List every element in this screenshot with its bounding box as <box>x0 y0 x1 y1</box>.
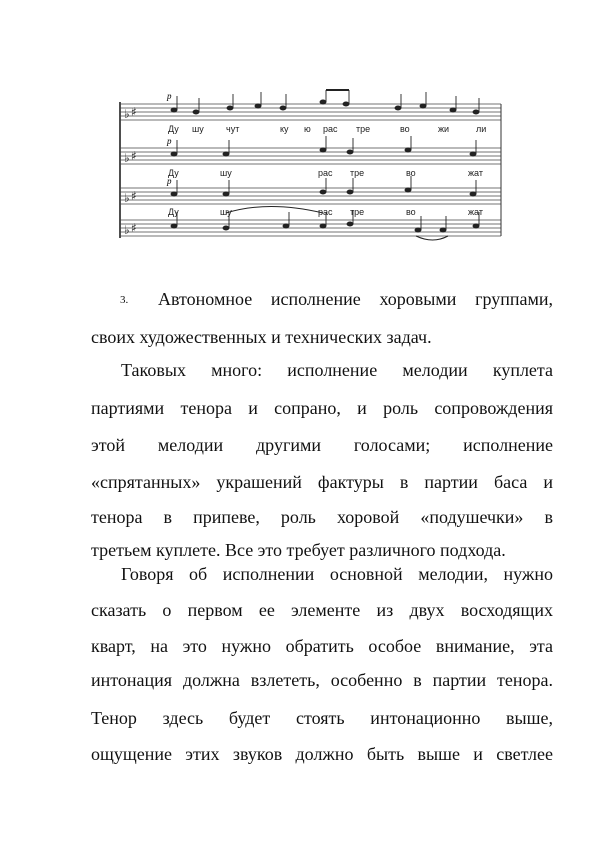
dynamic-mark-2: p <box>167 136 172 146</box>
text-line: кварт, на это нужно обратить особое внимание, эта <box>91 636 553 656</box>
lyric: тре <box>350 168 365 178</box>
text-line: интонация должна взлететь, особенно в партии тенора. <box>91 670 553 690</box>
text-line: тенора в припеве, роль хоровой «подушечки» в <box>91 507 553 527</box>
lyric: рас <box>318 168 333 178</box>
dynamic-mark-3: p <box>167 176 172 186</box>
lyric: рас <box>318 207 333 217</box>
lyric: Ду <box>168 124 179 134</box>
text-line: этой мелодии другими голосами; исполнение <box>91 435 553 455</box>
svg-text:♭: ♭ <box>124 107 130 121</box>
text-line: своих художественных и технических задач. <box>91 327 432 347</box>
text-line: Автономное исполнение хоровыми группами, <box>158 289 553 309</box>
text-line: Говоря об исполнении основной мелодии, нужно <box>121 564 553 584</box>
lyric: жат <box>468 168 483 178</box>
svg-text:♯: ♯ <box>131 105 137 119</box>
lyric: шу <box>192 124 204 134</box>
text-line: Таковых много: исполнение мелодии куплета <box>121 360 553 380</box>
dynamic-mark-1: p <box>167 91 172 101</box>
lyric: тре <box>356 124 371 134</box>
lyric: шу <box>220 207 232 217</box>
svg-text:♭: ♭ <box>124 191 130 205</box>
text-line: партиями тенора и сопрано, и роль сопровождения <box>91 398 553 418</box>
lyric: во <box>406 207 416 217</box>
lyric: Ду <box>168 207 179 217</box>
lyric: во <box>406 168 416 178</box>
svg-text:♭: ♭ <box>124 151 130 165</box>
text-line: «спрятанных» украшений фактуры в партии баса и <box>91 472 553 492</box>
lyric: чут <box>226 124 240 134</box>
lyric: жат <box>468 207 483 217</box>
lyric: тре <box>350 207 365 217</box>
text-line: Тенор здесь будет стоять интонационно выше, <box>91 708 553 728</box>
text-line: третьем куплете. Все это требует различного подхода. <box>91 540 506 560</box>
svg-text:♯: ♯ <box>131 221 137 235</box>
text-line: сказать о первом ее элементе из двух восходящих <box>91 600 553 620</box>
lyric: ку <box>280 124 289 134</box>
lyric: во <box>400 124 410 134</box>
lyric: Ду <box>168 168 179 178</box>
list-number: 3. <box>120 294 129 306</box>
lyric: шу <box>220 168 232 178</box>
text-line: ощущение этих звуков должно быть выше и светлее <box>91 744 553 764</box>
lyric: ю <box>304 124 311 134</box>
music-score-excerpt <box>118 88 503 246</box>
svg-text:♯: ♯ <box>131 189 137 203</box>
lyric: жи <box>438 124 450 134</box>
lyric: рас <box>323 124 338 134</box>
svg-text:♭: ♭ <box>124 223 130 237</box>
svg-text:♯: ♯ <box>131 149 137 163</box>
lyric: ли <box>476 124 487 134</box>
